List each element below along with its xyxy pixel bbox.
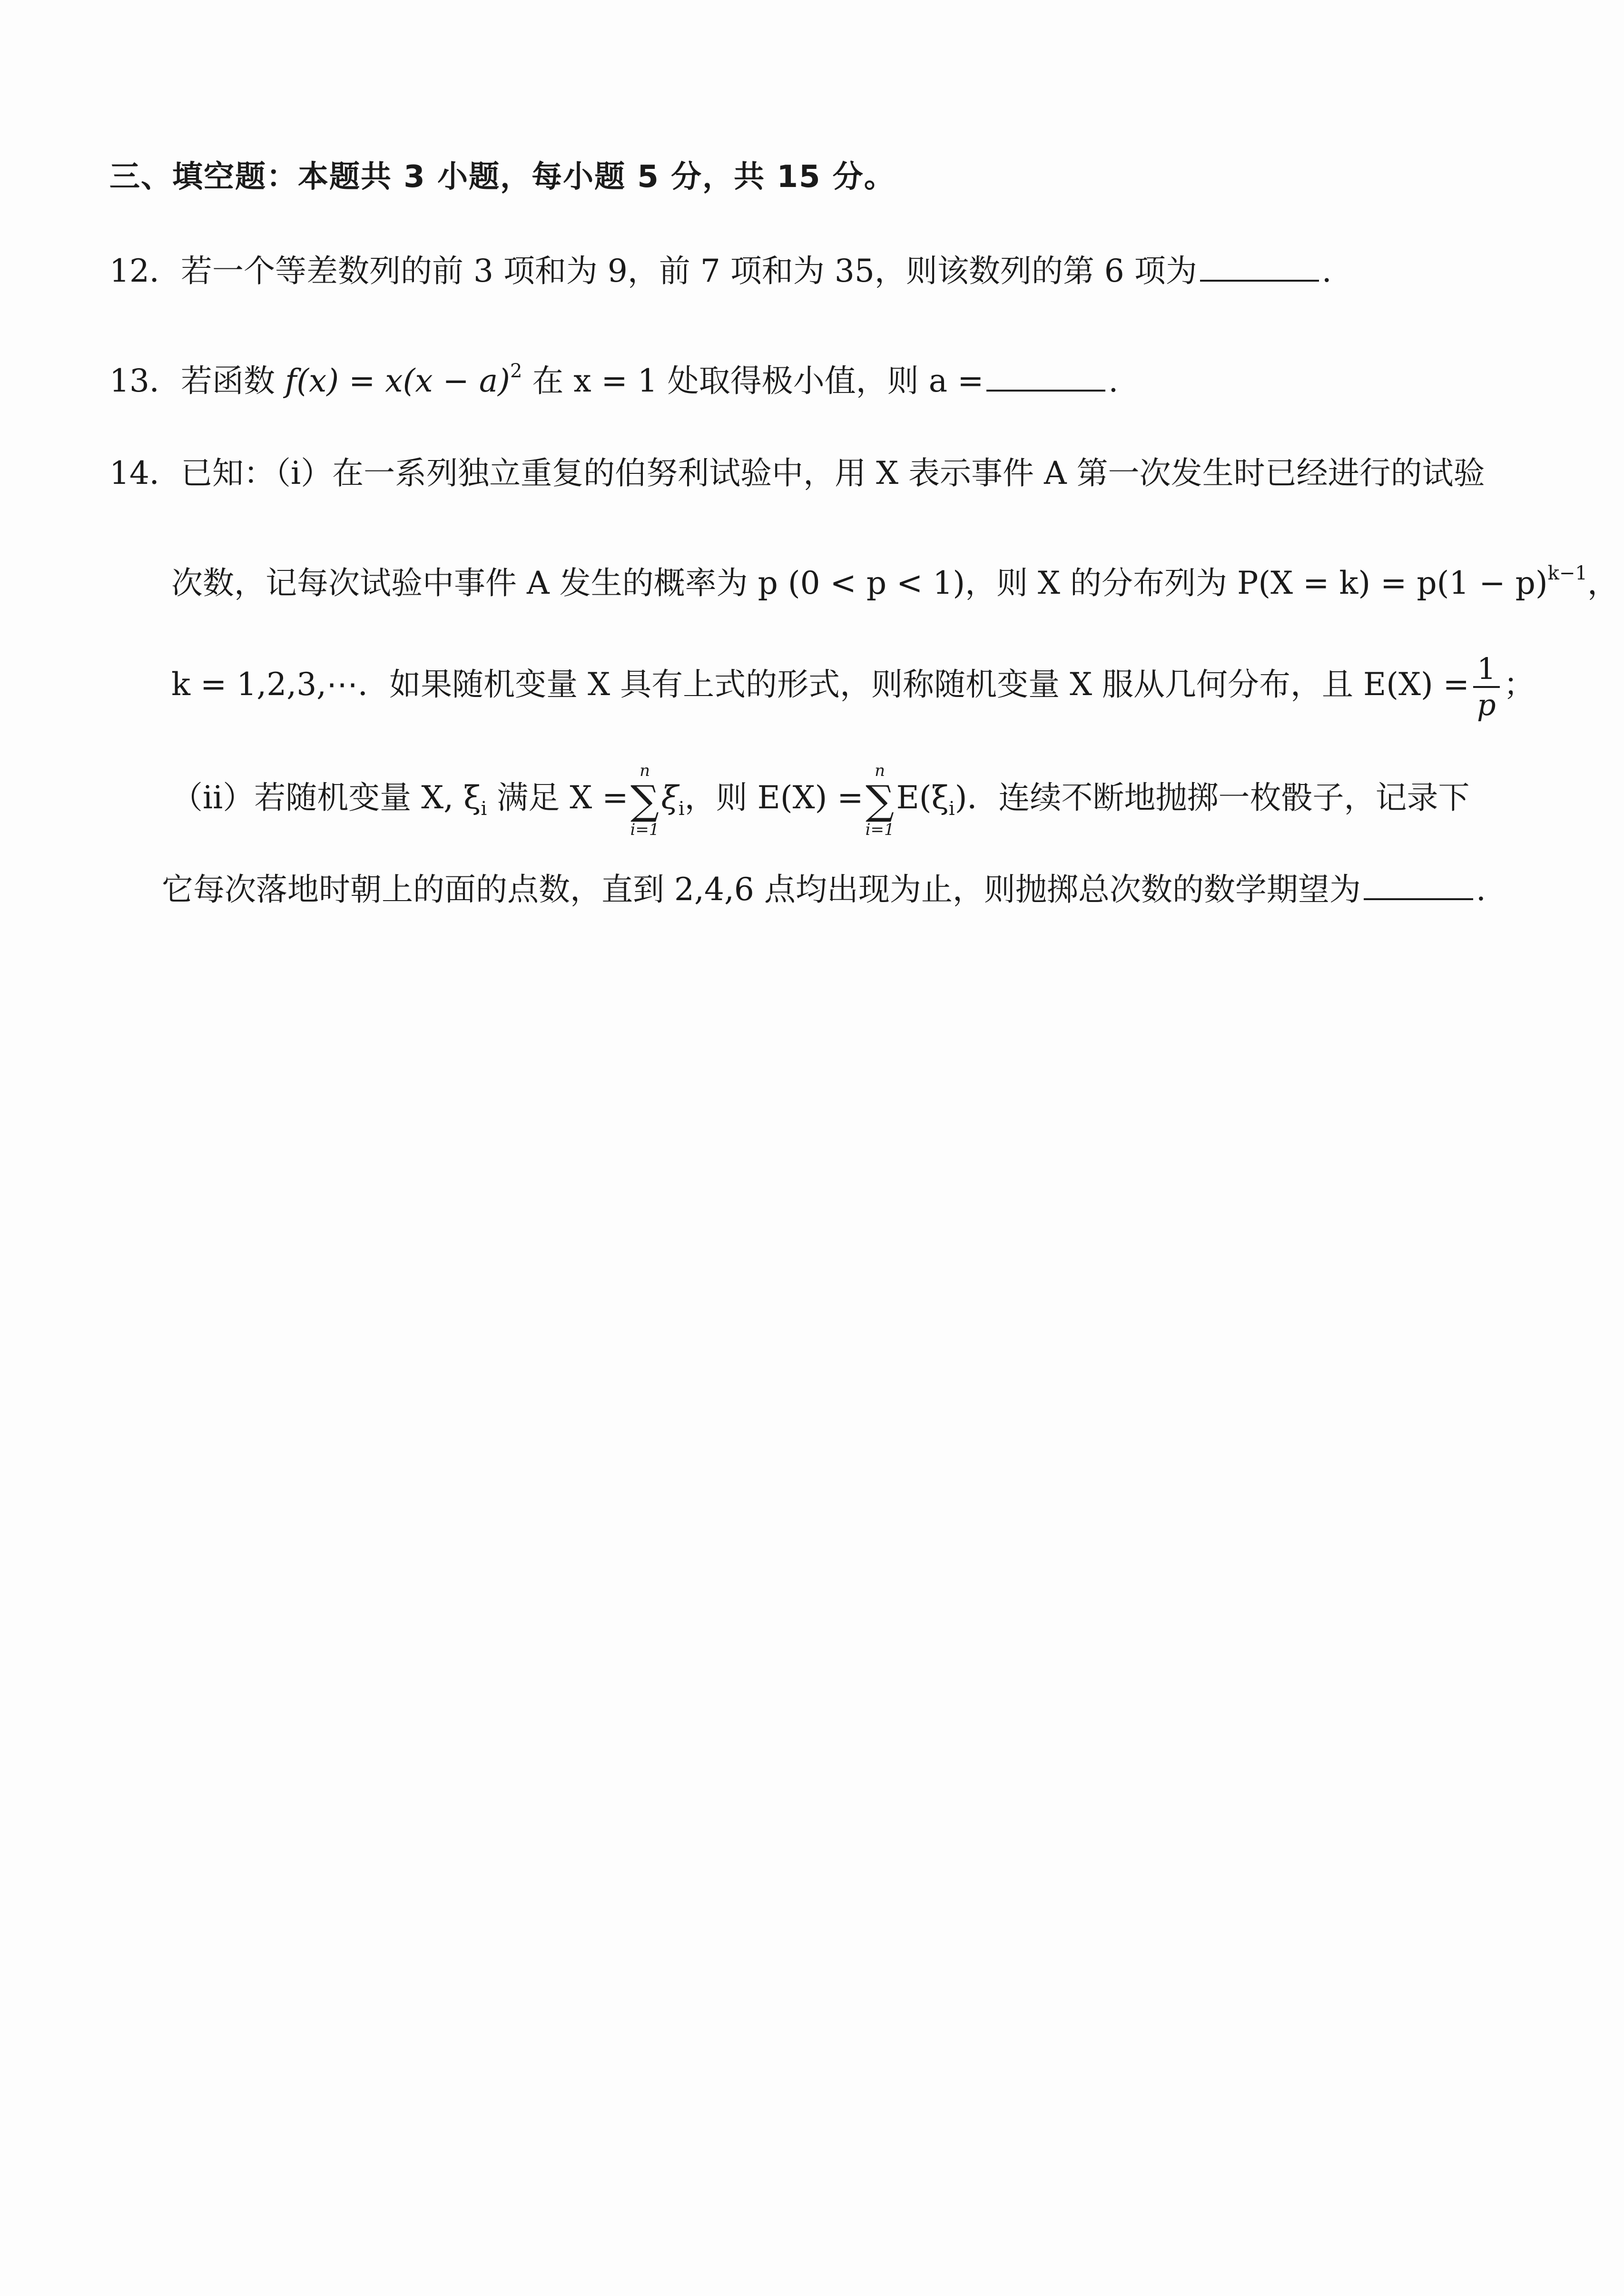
answer-blank[interactable] <box>1364 872 1473 900</box>
question-text-end: . <box>1321 253 1332 289</box>
sigma-symbol: ∑ <box>630 777 659 824</box>
function-expression: f(x) = x(x − a) <box>285 363 510 399</box>
answer-blank[interactable] <box>986 363 1105 392</box>
subscript: i <box>678 798 685 820</box>
question-14-line-1 <box>109 454 1485 492</box>
xi-symbol: ξ <box>661 779 679 816</box>
subscript: i <box>948 798 955 820</box>
sum-lower: i=1 <box>630 820 659 839</box>
question-text: E(ξ <box>896 779 949 816</box>
question-text-mid: 在 x = 1 处取得极小值，则 a = <box>522 363 984 399</box>
question-14-line-4 <box>171 761 1469 839</box>
sum-upper: n <box>640 761 650 780</box>
question-text-end: ； <box>1503 666 1535 703</box>
question-text-end: ， <box>1587 565 1619 601</box>
sigma-symbol: ∑ <box>866 777 895 824</box>
sum-lower: i=1 <box>865 820 895 839</box>
question-text: 若一个等差数列的前 3 项和为 9，前 7 项和为 35，则该数列的第 6 项为 <box>180 253 1197 289</box>
question-text-end: . <box>1476 871 1486 908</box>
question-14-line-2 <box>171 554 1619 602</box>
sum-upper: n <box>875 761 886 780</box>
summation <box>866 761 895 839</box>
question-13 <box>109 352 1118 400</box>
question-number: 12． <box>109 253 181 289</box>
question-text-end: . <box>1108 363 1119 399</box>
fraction-denominator: p <box>1476 687 1496 722</box>
exponent: k−1 <box>1547 562 1587 584</box>
question-12 <box>109 252 1332 290</box>
fraction-numerator: 1 <box>1473 652 1500 688</box>
question-text: 次数，记每次试验中事件 A 发生的概率为 p (0 < p < 1)，则 X 的分布列为 P(X = k) = p(1 − p) <box>171 565 1548 601</box>
question-14-line-3 <box>171 652 1535 722</box>
question-text: 若函数 <box>180 363 285 399</box>
question-text-end: )．连续不断地抛掷一枚骰子，记录下 <box>955 779 1470 816</box>
question-text: k = 1,2,3,⋯．如果随机变量 X 具有上式的形式，则称随机变量 X 服从几何分布，且 E(X) = <box>171 666 1469 703</box>
question-number: 14． <box>109 455 181 491</box>
answer-blank[interactable] <box>1200 253 1319 282</box>
question-text: 满足 X = <box>487 779 629 816</box>
exponent: 2 <box>510 360 522 382</box>
section-heading: 三、填空题：本题共 3 小题，每小题 5 分，共 15 分。 <box>109 159 896 195</box>
summation <box>630 761 659 839</box>
question-number: 13． <box>109 363 181 399</box>
question-text: 它每次落地时朝上的面的点数，直到 2,4,6 点均出现为止，则抛掷总次数的数学期望为 <box>162 871 1361 908</box>
question-text: ，则 E(X) = <box>684 779 864 816</box>
fraction <box>1473 652 1500 722</box>
subscript: i <box>481 798 487 820</box>
question-text: （ii）若随机变量 X, ξ <box>171 779 481 816</box>
question-14-line-5 <box>162 871 1486 909</box>
question-text: 已知：（i）在一系列独立重复的伯努利试验中，用 X 表示事件 A 第一次发生时已经进行的试验 <box>180 455 1485 491</box>
